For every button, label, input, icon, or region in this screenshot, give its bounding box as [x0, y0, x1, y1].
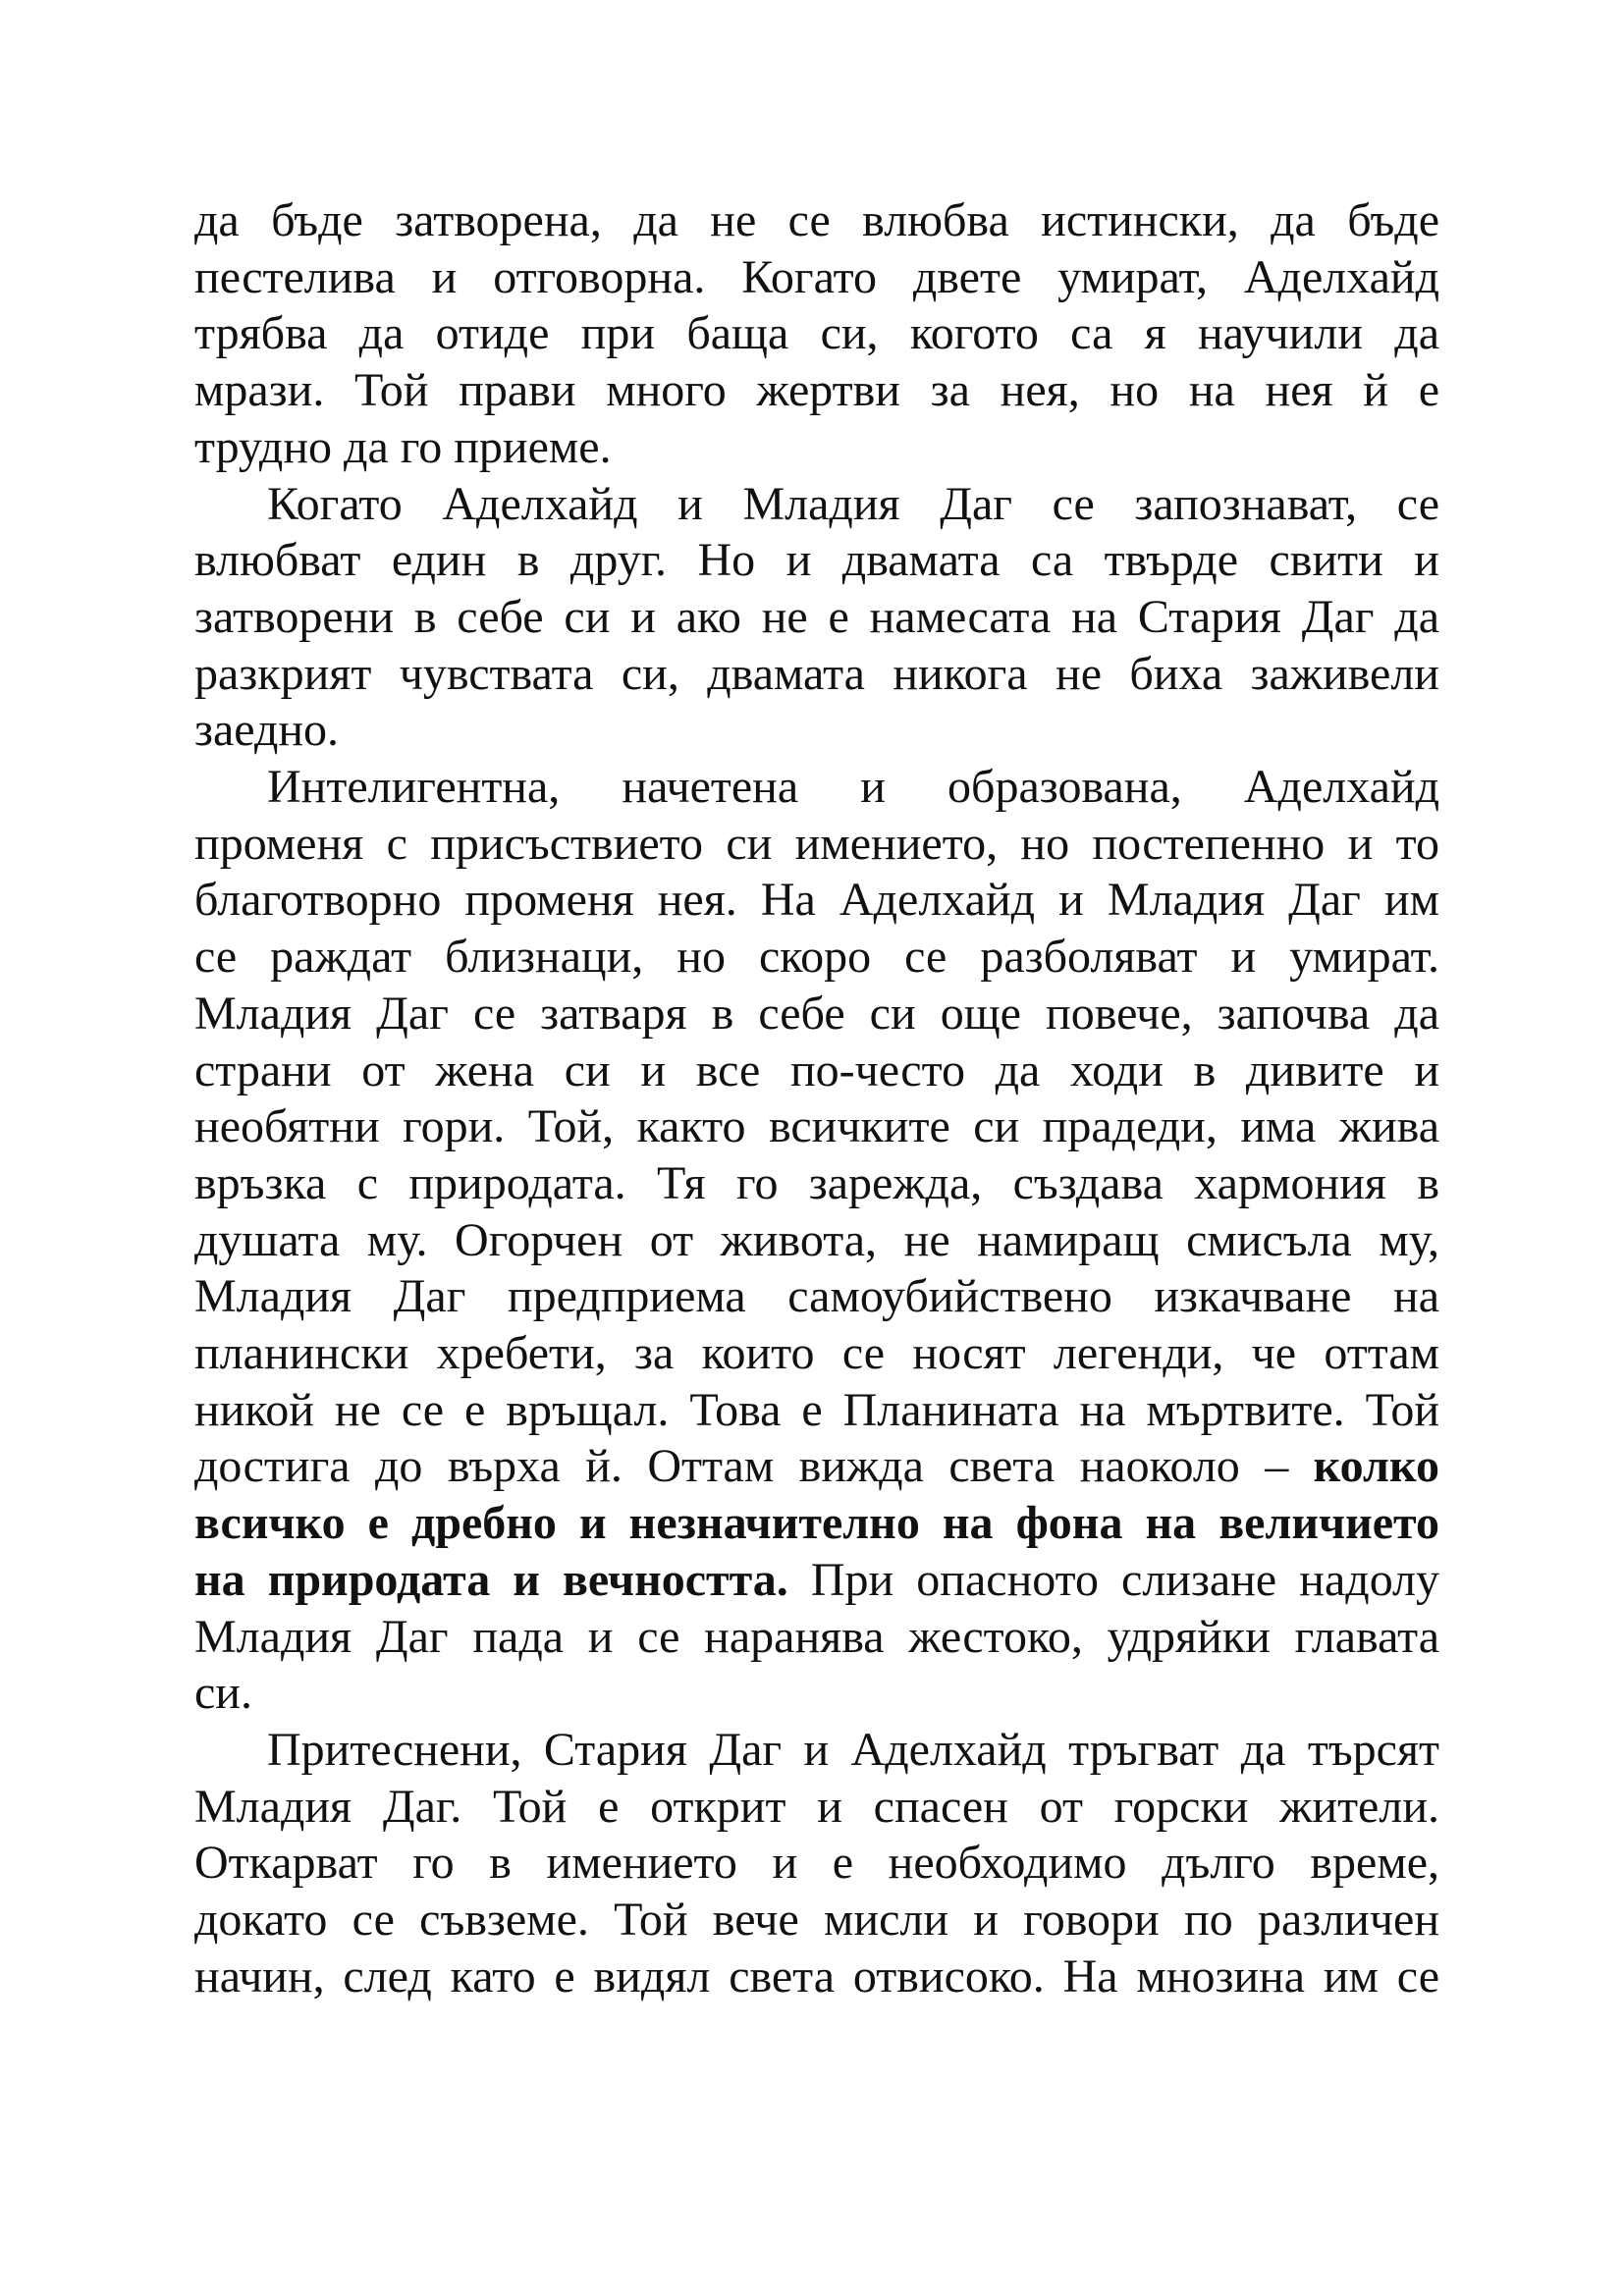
text-line: трудно да го приеме. [194, 420, 612, 473]
text-line: връзка с природата. Тя го зарежда, създава хармония в [194, 1156, 1439, 1209]
text-line: Интелигентна, начетена и образована, Аделхайд [267, 761, 1439, 814]
paragraph-1 [194, 192, 1439, 476]
text-line: да бъде затворена, да не се влюбва истински, да бъде [194, 194, 1439, 246]
text-line: се раждат близнаци, но скоро се разболяват и умират. [194, 931, 1439, 984]
text-line: влюбват един в друг. Но и двамата са твърде свити и [194, 534, 1439, 587]
text-line-mixed [194, 1552, 1439, 1609]
text-line: докато се съвземе. Той вече мисли и говори по различен [194, 1894, 1439, 1947]
plain-text-run: достига до върха й. Оттам вижда света наоколо – [194, 1440, 1314, 1493]
text-line: затворени в себе си и ако не е намесата на Стария Даг да [194, 590, 1439, 643]
text-line: никой не се е връщал. Това е Планината на мъртвите. Той [194, 1383, 1439, 1436]
text-line: Младия Даг предприема самоубийствено изкачване на [194, 1270, 1439, 1323]
plain-text-run: При опасното слизане надолу [787, 1553, 1440, 1606]
bold-text-line: всичко е дребно и незначително на фона на величието [194, 1497, 1439, 1550]
text-line-mixed [194, 1438, 1439, 1495]
text-line: благотворно променя нея. На Аделхайд и Младия Даг им [194, 874, 1439, 927]
text-line: Откарват го в имението и е необходимо дълго време, [194, 1837, 1439, 1890]
text-line: променя с присъствието си имението, но постепенно и то [194, 817, 1439, 870]
text-line: Младия Даг се затваря в себе си още повече, започва да [194, 987, 1439, 1040]
text-line: страни от жена си и все по-често да ходи в дивите и [194, 1043, 1439, 1096]
text-line: Когато Аделхайд и Младия Даг се запознават, се [267, 477, 1439, 530]
bold-text-run: на природата и вечността. [194, 1553, 788, 1606]
text-line: начин, след като е видял света отвисоко. На мнозина им се [194, 1949, 1439, 2002]
text-line: мрази. Той прави много жертви за нея, но на нея й е [194, 364, 1439, 417]
paragraph-4 [194, 1722, 1439, 2005]
text-line: разкрият чувствата си, двамата никога не биха заживели [194, 647, 1439, 700]
bold-text-run: колко [1313, 1440, 1439, 1493]
text-line: Младия Даг пада и се наранява жестоко, удряйки главата [194, 1610, 1439, 1663]
text-line: Притеснени, Стария Даг и Аделхайд тръгват да търсят [267, 1723, 1439, 1776]
body-text [194, 192, 1439, 2005]
text-line: душата му. Огорчен от живота, не намиращ смисъла му, [194, 1213, 1439, 1266]
text-line: планински хребети, за които се носят легенди, че оттам [194, 1327, 1439, 1380]
text-line: трябва да отиде при баща си, когото са я научили да [194, 307, 1439, 360]
text-line: си. [194, 1667, 252, 1720]
text-line: Младия Даг. Той е открит и спасен от горски жители. [194, 1780, 1439, 1833]
text-line: заедно. [194, 704, 340, 757]
text-line: пестелива и отговорна. Когато двете умират, Аделхайд [194, 250, 1439, 303]
paragraph-3 [194, 759, 1439, 1722]
paragraph-2 [194, 476, 1439, 760]
text-line: необятни гори. Той, както всичките си прадеди, има жива [194, 1100, 1439, 1153]
